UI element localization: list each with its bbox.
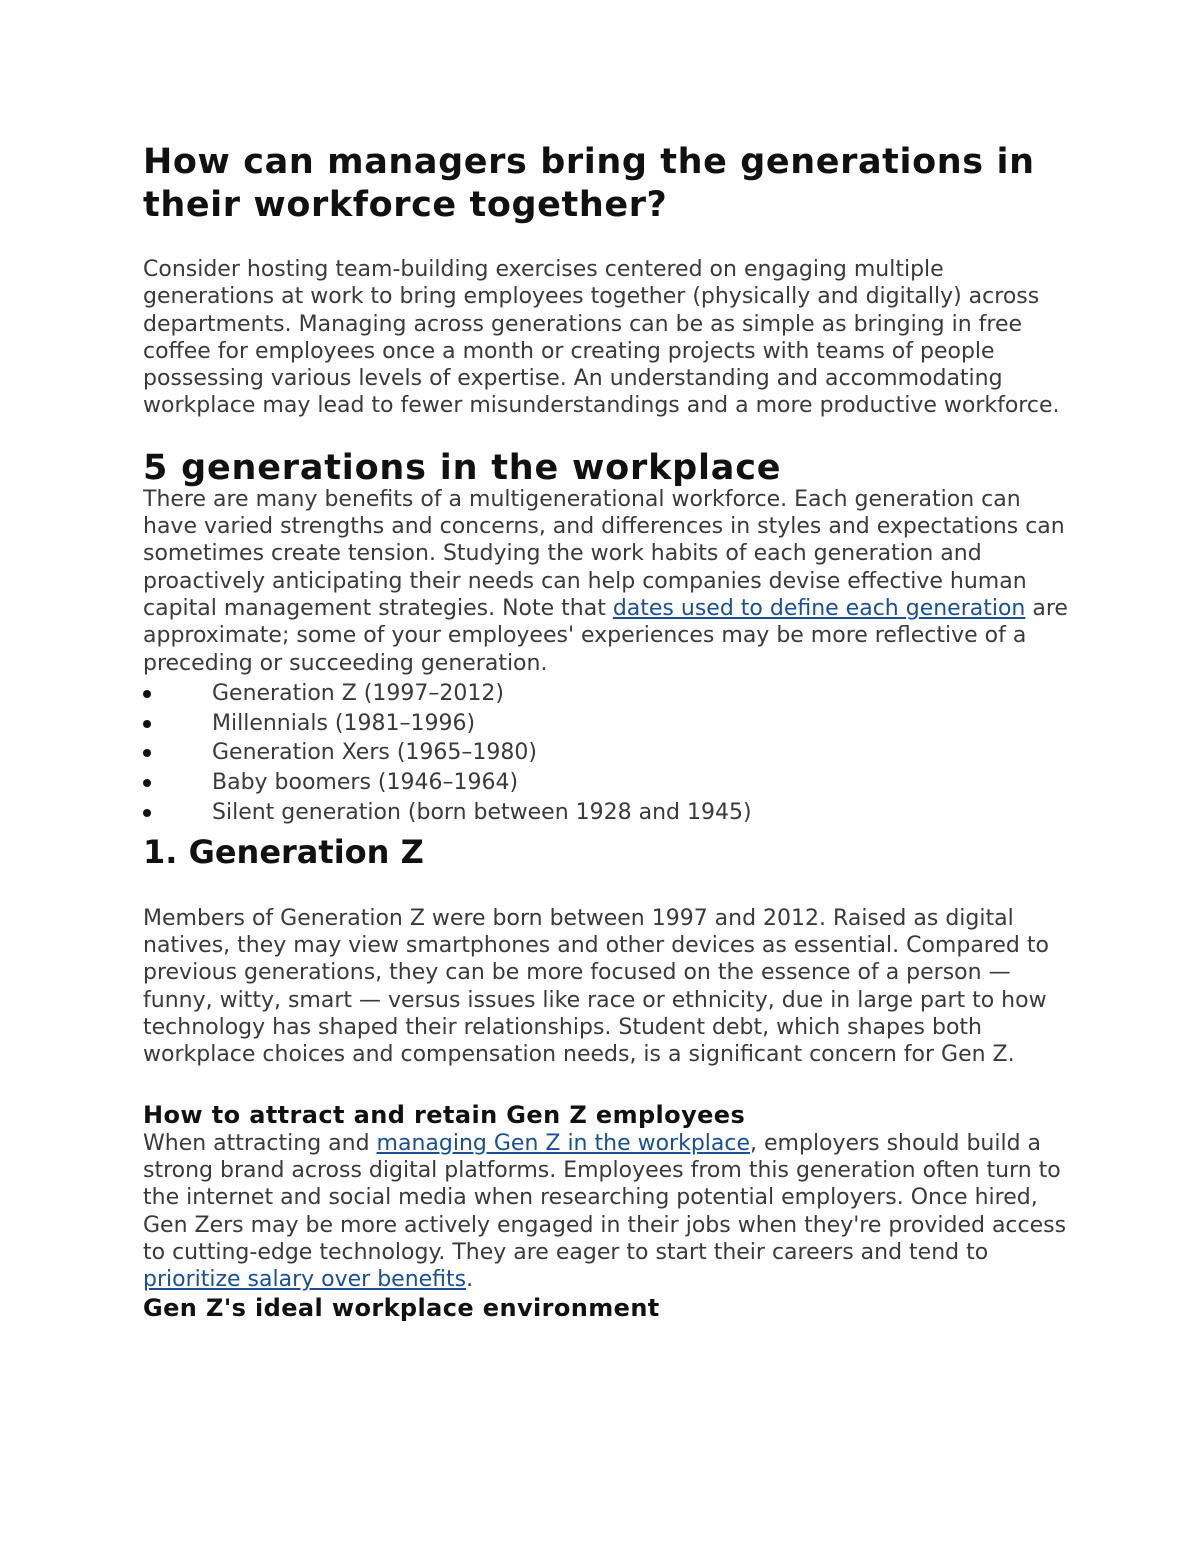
list-item-label: Millennials (1981–1996) bbox=[212, 710, 476, 736]
list-item-label: Baby boomers (1946–1964) bbox=[212, 770, 519, 796]
attract-text-middle: , employers should build a strong brand across digital platforms. Employees from this generation often turn to the internet and social media when researching potential employers. Once hired, Gen Zers may be more actively engaged in their jobs when they're provided access to cutting-edge technology. They are eager to start their careers and tend to bbox=[143, 1130, 1067, 1265]
section-title: 5 generations in the workplace bbox=[143, 447, 782, 488]
document-page bbox=[143, 141, 1073, 1323]
attract-text-start: When attracting and bbox=[143, 1130, 377, 1156]
managing-genz-link[interactable]: managing Gen Z in the workplace bbox=[376, 1130, 751, 1156]
dates-link[interactable]: dates used to define each generation bbox=[612, 595, 1026, 621]
attract-heading: How to attract and retain Gen Z employees bbox=[143, 1100, 746, 1129]
bullet-icon bbox=[143, 779, 151, 787]
bullet-icon bbox=[143, 690, 151, 698]
intro-paragraph: Consider hosting team-building exercises centered on engaging multiple generations at work to bring employees together (physically and digitally) across departments. Managing across generations can be as simple as bringing in free coffee for employees once a month or creating projects with teams of people possessing various levels of expertise. An understanding and accommodating workplace may lead to fewer misunderstandings and a more productive workforce. bbox=[143, 257, 1060, 419]
bullet-icon bbox=[143, 720, 151, 728]
bullet-icon bbox=[143, 749, 151, 757]
bullet-icon bbox=[143, 809, 151, 817]
attract-text-end: . bbox=[466, 1267, 474, 1293]
generations-list bbox=[143, 679, 1073, 828]
benefits-text-end: are approximate; some of your employees' experiences may be more reflective of a preceding or succeeding generation. bbox=[143, 595, 1068, 676]
list-item bbox=[143, 738, 1073, 768]
list-item bbox=[143, 679, 1073, 709]
ideal-workplace-heading: Gen Z's ideal workplace environment bbox=[143, 1294, 660, 1323]
document-title: How can managers bring the generations in their workforce together? bbox=[143, 142, 1035, 225]
list-item-label: Generation Z (1997–2012) bbox=[212, 680, 504, 706]
attract-paragraph bbox=[143, 1130, 1073, 1294]
benefits-text-start: There are many benefits of a multigenerational workforce. Each generation can have varied strengths and concerns, and differences in styles and expectations can sometimes create tension. Studying the work habits of each generation and proactively anticipating their needs can help companies devise effective human capital management strategies. Note that bbox=[143, 486, 1065, 621]
benefits-paragraph bbox=[143, 486, 1073, 677]
salary-benefits-link[interactable]: prioritize salary over benefits bbox=[143, 1267, 467, 1293]
list-item bbox=[143, 798, 1073, 828]
list-item bbox=[143, 709, 1073, 739]
genz-paragraph: Members of Generation Z were born between 1997 and 2012. Raised as digital natives, they may view smartphones and other devices as essential. Compared to previous generations, they can be more focused on the essence of a person — funny, witty, smart — versus issues like race or ethnicity, due in large part to how technology has shaped their relationships. Student debt, which shapes both workplace choices and compensation needs, is a significant concern for Gen Z. bbox=[143, 905, 1049, 1068]
genz-heading: 1. Generation Z bbox=[143, 832, 424, 871]
list-item-label: Silent generation (born between 1928 and 1945) bbox=[212, 800, 752, 826]
list-item bbox=[143, 768, 1073, 798]
list-item-label: Generation Xers (1965–1980) bbox=[212, 740, 537, 766]
